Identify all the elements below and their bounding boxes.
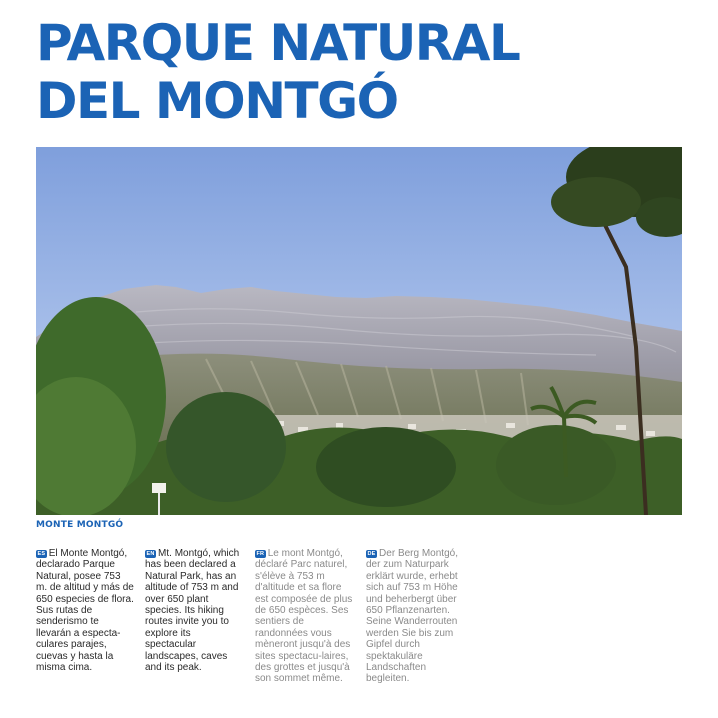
text-column-de — [366, 548, 464, 685]
language-badge: FR — [256, 551, 265, 557]
page-title — [36, 14, 519, 130]
language-badge: ES — [37, 551, 46, 557]
language-badge: EN — [146, 551, 155, 557]
title-line-2: DEL MONTGÓ — [36, 72, 398, 130]
column-text: Le mont Montgó, déclaré Parc naturel, s'élève à 753 m d'altitude et sa flore est composée de plus de 650 espèces. Ses sentiers de randonnées vous mèneront jusqu'à des sites spectacu-laires, des grottes et jusqu'à son sommet même. — [255, 548, 353, 685]
column-text: Der Berg Montgó, der zum Naturpark erklärt wurde, erhebt sich auf 753 m Höhe und beherbergt über 650 Pflanzenarten. Seine Wanderrouten werden Sie bis zum Gipfel durch spektakuläre Landschaften begleiten. — [366, 548, 458, 685]
text-column-fr — [255, 548, 353, 685]
photo-caption: MONTE MONTGÓ — [36, 520, 124, 530]
language-badge: DE — [367, 551, 376, 557]
mountain-photo — [36, 147, 682, 515]
title-line-1: PARQUE NATURAL — [36, 14, 520, 72]
text-column-en — [145, 548, 243, 673]
text-column-es — [36, 548, 134, 673]
photo-illustration — [36, 147, 682, 515]
column-text: El Monte Montgó, declarado Parque Natural, posee 753 m. de altitud y más de 650 especies de flora. Sus rutas de senderismo te llevarán a especta-culares parajes, cuevas y hasta la misma cima. — [36, 548, 134, 674]
column-text: Mt. Montgó, which has been declared a Natural Park, has an altitude of 753 m and over 650 plant species. Its hiking routes invite you to explore its spectacular landscapes, caves and its peak. — [145, 548, 240, 674]
